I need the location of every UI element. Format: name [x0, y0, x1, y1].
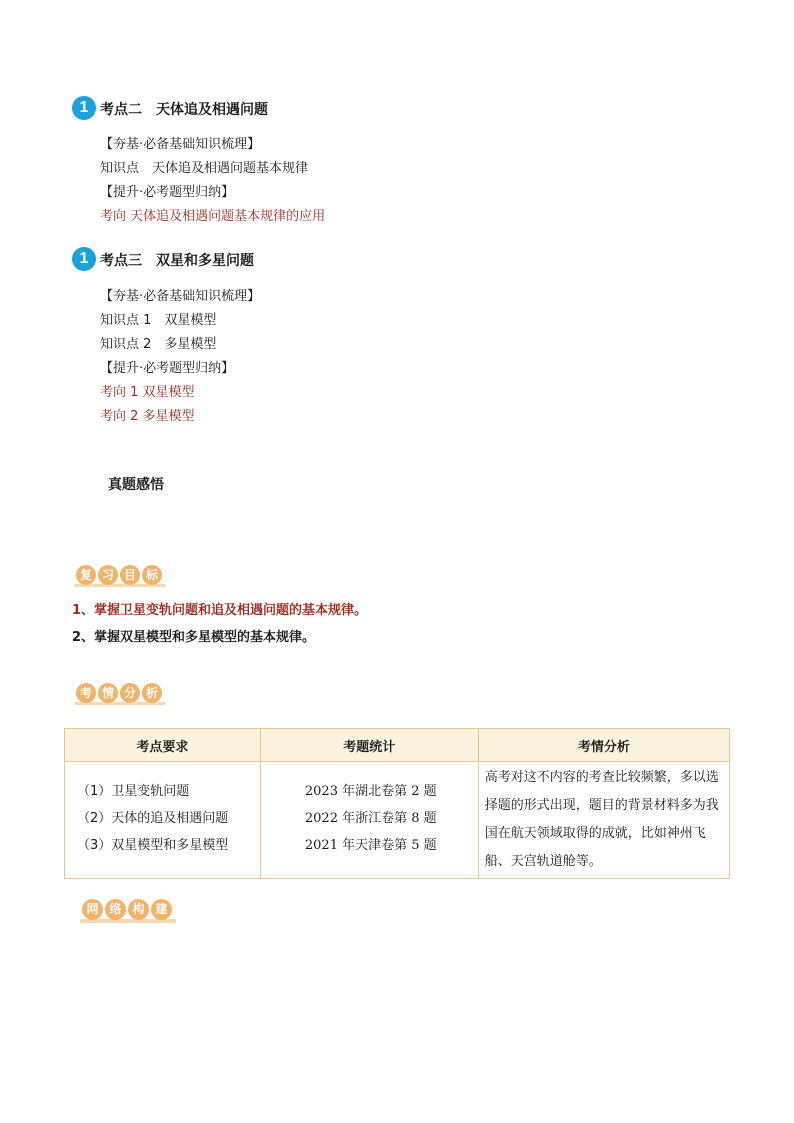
network-build-badge: 网 络 构 建 [80, 899, 176, 921]
exam-analysis-badge: 考 情 分 析 [74, 683, 166, 705]
knowledge-point: 知识点 天体追及相遇问题基本规律 [100, 161, 309, 176]
subheading: 【提升·必考题型归纳】 [100, 361, 235, 376]
subheading: 【提升·必考题型归纳】 [100, 185, 235, 200]
zhenti-heading: 真题感悟 [108, 477, 164, 493]
goal-item: 1、掌握卫星变轨问题和追及相遇问题的基本规律。 [72, 603, 368, 618]
goal-item: 2、掌握双星模型和多星模型的基本规律。 [72, 630, 316, 645]
stat-item: 2022 年浙江卷第 8 题 [304, 811, 437, 826]
section-title: 考点三 双星和多星问题 [100, 253, 254, 269]
stat-item: 2021 年天津卷第 5 题 [304, 838, 437, 853]
stats-cell [260, 762, 478, 879]
exam-analysis-table [64, 728, 730, 879]
column-header: 考点要求 [65, 729, 261, 762]
review-goals-badge: 复 习 目 标 [74, 565, 166, 587]
knowledge-point: 知识点 1 双星模型 [100, 313, 217, 328]
knowledge-point: 知识点 2 多星模型 [100, 337, 217, 352]
subheading: 【夯基·必备基础知识梳理】 [100, 289, 261, 304]
direction-item: 考向 2 多星模型 [100, 409, 195, 424]
table-row [65, 762, 730, 879]
table-header-row [65, 729, 730, 762]
section-number-icon: 1 [72, 247, 96, 271]
column-header: 考题统计 [260, 729, 478, 762]
section-title: 考点二 天体追及相遇问题 [100, 102, 268, 118]
requirements-cell [65, 762, 261, 879]
column-header: 考情分析 [478, 729, 729, 762]
subheading: 【夯基·必备基础知识梳理】 [100, 137, 261, 152]
direction-item: 考向 天体追及相遇问题基本规律的应用 [100, 209, 326, 224]
analysis-cell: 高考对这不内容的考查比较频繁，多以选择题的形式出现，题目的背景材料多为我国在航天领域取得的成就，比如神州飞船、天宫轨道舱等。 [478, 762, 729, 879]
requirement-item: （3）双星模型和多星模型 [77, 838, 229, 853]
section-number-icon: 1 [72, 96, 96, 120]
direction-item: 考向 1 双星模型 [100, 385, 195, 400]
stat-item: 2023 年湖北卷第 2 题 [304, 784, 437, 799]
requirement-item: （1）卫星变轨问题 [77, 784, 190, 799]
requirement-item: （2）天体的追及相遇问题 [77, 811, 229, 826]
